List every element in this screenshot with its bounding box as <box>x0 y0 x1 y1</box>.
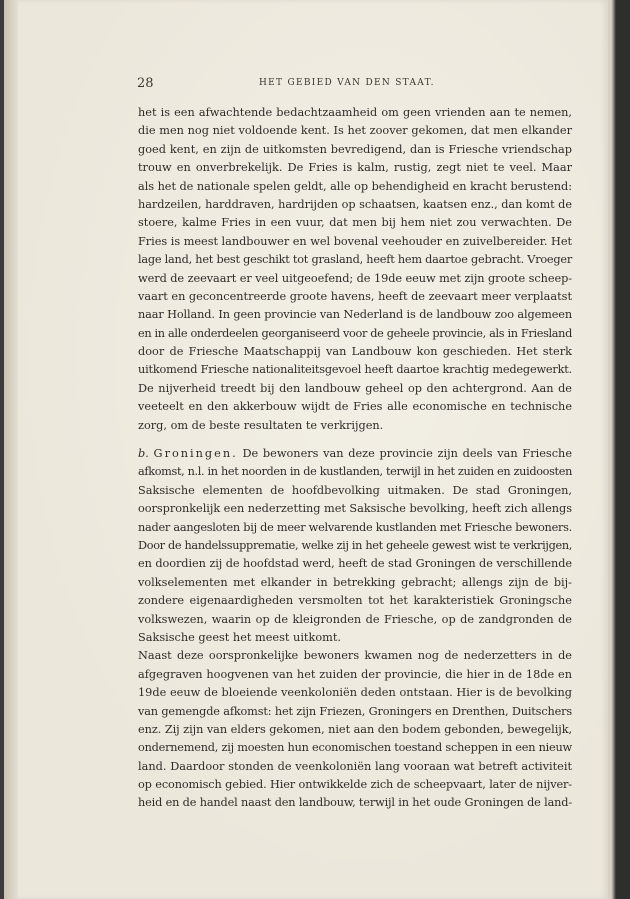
text-line: Saksische elementen de hoofdbevolking uitmaken. De stad Groningen, <box>138 483 572 497</box>
text-line: Door de handelssupprematie, welke zij in het geheele gewest wist te verkrijgen, <box>138 538 573 552</box>
text-line: naar Holland. In geen provincie van Nederland is de landbouw zoo algemeen <box>138 308 573 322</box>
text-line: die men nog niet voldoende kent. Is het zoover gekomen, dat men elkander <box>138 124 572 138</box>
page-number: 28 <box>137 76 154 91</box>
text-fragment: De bewoners van deze provincie zijn deels van Friesche <box>242 447 573 461</box>
text-line: De nijverheid treedt bij den landbouw geheel op den achtergrond. Aan de <box>138 381 572 395</box>
text-line: hardzeilen, harddraven, hardrijden op schaatsen, kaatsen enz., dan komt de <box>138 197 572 211</box>
paragraph-groningen <box>138 445 572 647</box>
running-title: HET GEBIED VAN DEN STAAT. <box>259 78 435 88</box>
text-line: vaart en geconcentreerde groote havens, heeft de zeevaart meer verplaatst <box>138 289 572 303</box>
text-line: volkswezen, waarin op de kleigronden de Friesche, op de zandgronden de <box>138 612 572 626</box>
page-edge <box>608 0 630 899</box>
text-line: land. Daardoor stonden de veenkoloniën lang vooraan wat betreft activiteit <box>138 759 572 773</box>
text-line: Naast deze oorspronkelijke bewoners kwamen nog de nederzetters in de <box>138 649 572 663</box>
text-line: uitkomend Friesche nationaliteitsgevoel heeft daartoe krachtig medegewerkt. <box>138 363 573 377</box>
text-line: nader aangesloten bij de meer welvarende kustlanden met Friesche bewoners. <box>138 520 573 534</box>
book-page <box>4 0 608 899</box>
text-line: op economisch gebied. Hier ontwikkelde zich de scheepvaart, later de nijver- <box>138 778 572 792</box>
text-line: afkomst, n.l. in het noorden in de kustlanden, terwijl in het zuiden en zuidoosten <box>138 465 573 479</box>
section-heading: Groningen. <box>153 447 238 461</box>
text-line: heid en de handel naast den landbouw, terwijl in het oude Groningen de land- <box>138 796 572 810</box>
text-line: en doordien zij de hoofdstad werd, heeft de stad Groningen de verschillende <box>138 557 573 571</box>
page-gutter <box>4 0 18 899</box>
text-line: volkselementen met elkander in betrekking gebracht; allengs zijn de bij- <box>138 575 572 589</box>
text-line: trouw en onverbrekelijk. De Fries is kalm, rustig, zegt niet te veel. Maar <box>138 161 572 175</box>
text-line: oorspronkelijk een nederzetting met Saksische bevolking, heeft zich allengs <box>138 502 572 516</box>
text-line: lage land, het best geschikt tot grasland, heeft hem daartoe gebracht. Vroeger <box>138 253 572 267</box>
text-line: als het de nationale spelen geldt, alle op behendigheid en kracht berustend: <box>138 179 572 193</box>
text-line: enz. Zij zijn van elders gekomen, niet aan den bodem gebonden, bewegelijk, <box>138 722 573 736</box>
text-line: 19de eeuw de bloeiende veenkoloniën deden ontstaan. Hier is de bevolking <box>138 686 572 700</box>
text-line: veeteelt en den akkerbouw wijdt de Fries alle economische en technische <box>138 400 572 414</box>
text-line: het is een afwachtende bedachtzaamheid om geen vrienden aan te nemen, <box>138 106 572 119</box>
section-marker: b. <box>138 447 149 461</box>
paragraph-veenkolonien <box>138 647 572 813</box>
text-line: van gemengde afkomst: het zijn Friezen, Groningers en Drenthen, Duitschers <box>138 704 573 718</box>
text-line: en in alle onderdeelen georganiseerd voor de geheele provincie, als in Friesland <box>138 326 572 340</box>
text-line: zorg, om de beste resultaten te verkrijgen. <box>138 418 384 432</box>
text-line: ondernemend, zij moesten hun economischen toestand scheppen in een nieuw <box>138 741 572 755</box>
text-line: goed kent, en zijn de uitkomsten bevredigend, dan is Friesche vriendschap <box>138 142 572 156</box>
text-line: stoere, kalme Fries in een vuur, dat men bij hem niet zou verwachten. De <box>138 216 572 230</box>
paragraph-gap <box>138 435 572 445</box>
page-header <box>137 76 575 92</box>
text-line: Saksische geest het meest uitkomt. <box>138 630 341 644</box>
text-line: Fries is meest landbouwer en wel bovenal veehouder en zuivelbereider. Het <box>138 234 573 248</box>
body-text <box>138 104 572 813</box>
paragraph-friesland <box>138 104 572 435</box>
text-line: zondere eigenaardigheden versmolten tot het karakteristiek Groningsche <box>138 594 572 608</box>
text-line <box>138 445 572 463</box>
text-line: afgegraven hoogvenen van het zuiden der provincie, die hier in de 18de en <box>138 667 572 681</box>
text-line: door de Friesche Maatschappij van Landbouw kon geschieden. Het sterk <box>138 345 572 359</box>
text-line: werd de zeevaart er veel uitgeoefend; de 19de eeuw met zijn groote scheep- <box>138 271 572 285</box>
